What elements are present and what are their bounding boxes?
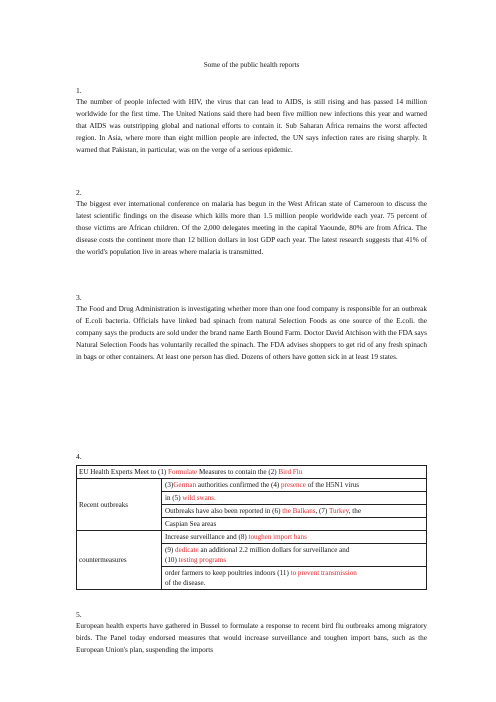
report-1-text: The number of people infected with HIV, the virus that can lead to AIDS, is still rising and has passed 14 million worldwide for the first time. The United Nations said there had been five million new infections this year and warned that AIDS was outstripping global and national efforts to contain it. Sub Saharan Africa remains the worst affected region. In Asia, where more than eight million people are infected, the UN says infection rates are rising sharply. It warned that Pakistan, in particular, was on the verge of a serious epidemic. (76, 98, 427, 155)
report-5-text: European health experts have gathered in Bussel to formulate a response to recent bird flu outbreaks among migratory birds. The Panel today endorsed measures that would increase surveillance and toughen import bans, such as the European Union's plan, suspending the imports (76, 622, 427, 655)
table-cell (162, 505, 427, 518)
section-label-countermeasures: countermeasures (77, 531, 162, 590)
table-cell (162, 479, 427, 492)
cell-text: (3) (165, 481, 174, 489)
section-label-recent-outbreaks: Recent outbreaks (77, 479, 162, 531)
answer-8: toughen import bans (248, 533, 307, 541)
answer-6: the Balkans (282, 507, 316, 515)
report-2-number: 2. (76, 188, 82, 197)
table-header-row (77, 466, 427, 479)
cell-text: of the H5N1 virus (305, 481, 360, 489)
table-row (77, 479, 427, 492)
answer-11: to prevent transmission (290, 569, 357, 577)
answer-10: testing programs (178, 556, 227, 564)
cell-text: of the disease. (165, 579, 206, 587)
report-2-text: The biggest ever international conference on malaria has begun in the West African state of Cameroon to discuss the latest scientific findings on the disease which kills more than 1.5 million people worldwide each year. 75 percent of those victims are African children. Of the 2,000 delegates meeting in the capital Yaounde, 80% are from Africa. The disease costs the continent more than 12 billion dollars in lost GDP each year. The latest research suggests that 41% of the world's population live in areas where malaria is transmitted. (76, 200, 427, 257)
header-text: Measures to contain the (2) (197, 468, 279, 476)
cell-text: in (5) (165, 494, 183, 502)
report-4-number: 4. (76, 452, 82, 461)
answer-4: presence (281, 481, 306, 489)
header-text: EU Health Experts Meet to (1) (79, 468, 169, 476)
report-5-number: 5. (76, 610, 82, 619)
table-cell (162, 492, 427, 505)
table-row (77, 531, 427, 544)
page-title: Some of the public health reports (203, 61, 300, 69)
report-3-number: 3. (76, 293, 82, 302)
header-answer-1: Formulate (168, 468, 198, 476)
cell-text: (10) (165, 556, 179, 564)
cell-text: authorities confirmed the (4) (196, 481, 282, 489)
cell-text: , (7) (315, 507, 329, 515)
answer-7: Turkey (328, 507, 349, 515)
table-cell (162, 567, 427, 590)
cell-text: Outbreaks have also been reported in (6) (165, 507, 283, 515)
answer-5: wild swans. (182, 494, 216, 502)
cell-text: order farmers to keep poultries indoors (11) (165, 569, 291, 577)
table-cell: Caspian Sea areas (162, 518, 427, 531)
table-header-cell (77, 466, 427, 479)
report-3-text: The Food and Drug Administration is investigating whether more than one food company is responsible for an outbreak of E.coli bacteria. Officials have linked bad spinach from natural Selection Foods as one source of the E.coli. the company says the products are sold under the brand name Earth Bound Farm. Doctor David Atchison with the FDA says Natural Selection Foods has voluntarily recalled the spinach. The FDA advises shoppers to get rid of any fresh spinach in bags or other containers. At least one person has died. Dozens of others have gotten sick in at least 19 states. (76, 305, 427, 362)
cell-text: , the (348, 507, 361, 515)
cell-text: Increase surveillance and (8) (165, 533, 249, 541)
answer-3: German (173, 481, 197, 489)
cell-text: (9) (165, 546, 176, 554)
report-1-number: 1. (76, 86, 82, 95)
bird-flu-table (76, 465, 427, 590)
cell-text: an additional 2.2 million dollars for surveillance and (198, 546, 350, 554)
table-cell (162, 531, 427, 544)
answer-9: dedicate (175, 546, 199, 554)
table-cell (162, 544, 427, 567)
header-answer-2: Bird Flu (278, 468, 303, 476)
